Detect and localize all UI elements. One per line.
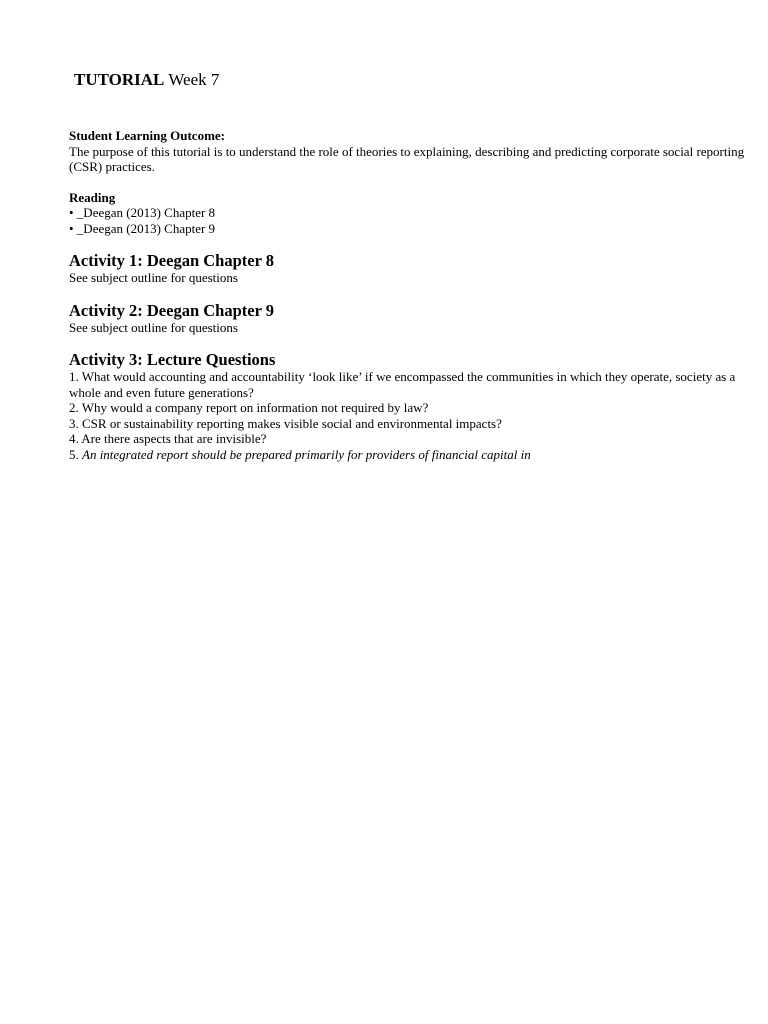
- activity-1-heading: Activity 1: Deegan Chapter 8: [69, 251, 274, 270]
- reading-item: • _Deegan (2013) Chapter 9: [69, 220, 216, 236]
- reading-heading: Reading: [69, 189, 116, 205]
- activity-1-text: See subject outline for questions: [69, 270, 238, 285]
- page-title: [74, 70, 219, 90]
- lecture-question-last: [69, 447, 754, 463]
- activity-3-heading: Activity 3: Lecture Questions: [69, 350, 276, 369]
- question-italic-text: An integrated report should be prepared primarily for providers of financial capital in: [82, 446, 531, 462]
- reading-item: • _Deegan (2013) Chapter 8: [69, 205, 216, 220]
- title-rest-part: Week 7: [164, 70, 220, 89]
- title-bold-part: TUTORIAL: [74, 70, 165, 89]
- document-body: [69, 128, 754, 462]
- lecture-question: 2. Why would a company report on information not required by law?: [69, 400, 429, 415]
- lecture-question: 1. What would accounting and accountability ‘look like’ if we encompassed the communities in which they operate, society as a whole and even future generations?: [69, 369, 736, 400]
- lecture-question: 4. Are there aspects that are invisible?: [69, 431, 267, 446]
- question-number: 5.: [69, 446, 82, 462]
- lecture-question: 3. CSR or sustainability reporting makes visible social and environmental impacts?: [69, 415, 502, 431]
- activity-2-text: See subject outline for questions: [69, 319, 238, 335]
- outcome-heading: Student Learning Outcome:: [69, 128, 225, 143]
- activity-2-heading: Activity 2: Deegan Chapter 9: [69, 300, 274, 320]
- outcome-text: The purpose of this tutorial is to understand the role of theories to explaining, describing and predicting corporate social reporting (CSR) practices.: [69, 143, 745, 174]
